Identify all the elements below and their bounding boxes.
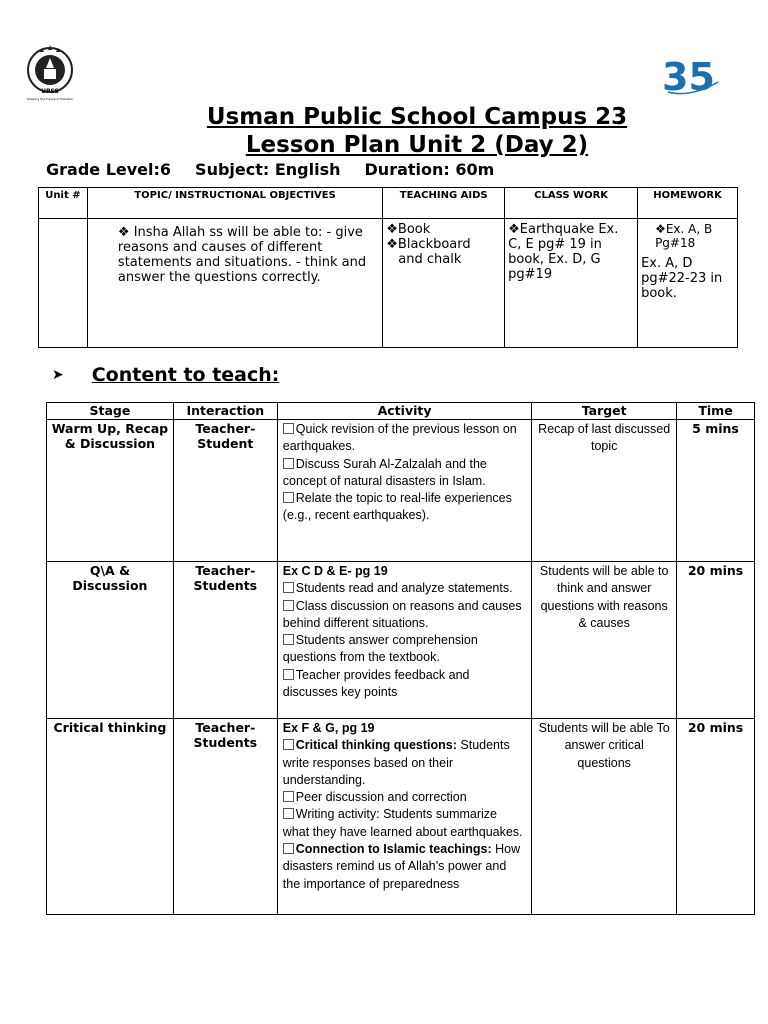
content-heading-text: Content to teach:	[91, 364, 280, 386]
content-header-row	[47, 403, 755, 420]
aid-item: ❖Blackboard	[386, 237, 471, 252]
target-cell: Recap of last discussed topic	[532, 420, 677, 562]
activity-cell	[277, 420, 532, 562]
objectives-cell: ❖ Insha Allah ss will be able to: - give reasons and causes of different statements and situations. - think and answer the questions correctly.	[87, 219, 382, 348]
activity-item: Critical thinking questions: Students write responses based on their understanding.	[282, 738, 510, 787]
header-stage: Stage	[47, 403, 174, 420]
grade-level: Grade Level:6	[46, 160, 172, 179]
time-cell: 20 mins	[677, 719, 755, 915]
stage-cell: Critical thinking	[47, 719, 174, 915]
content-table	[46, 402, 755, 915]
lesson-title: Lesson Plan Unit 2 (Day 2)	[245, 132, 589, 158]
header-activity: Activity	[277, 403, 532, 420]
header-teaching-aids: TEACHING AIDS	[383, 188, 505, 219]
activity-item: Class discussion on reasons and causes behind different situations.	[282, 598, 522, 630]
arrow-icon: ➤	[52, 367, 64, 383]
activity-item: Connection to Islamic teachings: How disasters remind us of Allah’s power and the importance of preparedness	[282, 842, 521, 891]
bullet-icon	[283, 634, 294, 645]
table-row	[47, 562, 755, 719]
header-objectives: TOPIC/ INSTRUCTIONAL OBJECTIVES	[87, 188, 382, 219]
objectives-table	[38, 187, 738, 348]
header-class-work: CLASS WORK	[505, 188, 638, 219]
class-work-text: ❖Earthquake Ex. C, E pg# 19 in book, Ex. D, G pg#19	[508, 222, 619, 282]
target-cell: Students will be able to think and answer questions with reasons & causes	[532, 562, 677, 719]
bullet-icon	[283, 808, 294, 819]
svg-text:UPSS: UPSS	[41, 88, 59, 95]
stage-cell: Q\A & Discussion	[47, 562, 174, 719]
activity-item: Writing activity: Students summarize what they have learned about earthquakes.	[282, 807, 523, 839]
aid-item: and chalk	[398, 252, 462, 267]
activity-title: Ex C D & E- pg 19	[282, 564, 388, 578]
bullet-icon	[283, 600, 294, 611]
bullet-icon	[283, 492, 294, 503]
bullet-icon	[283, 582, 294, 593]
activity-item: Teacher provides feedback and discusses key points	[282, 667, 470, 700]
stage-cell: Warm Up, Recap & Discussion	[47, 420, 174, 562]
bullet-icon	[283, 669, 294, 680]
table-row	[47, 420, 755, 562]
aid-item: ❖Book	[386, 222, 431, 237]
table-row	[47, 719, 755, 915]
bullet-icon	[283, 458, 294, 469]
time-cell: 20 mins	[677, 562, 755, 719]
interaction-cell: Teacher-Students	[173, 562, 277, 719]
bullet-icon	[283, 423, 294, 434]
class-work-cell	[505, 219, 638, 348]
school-title: Usman Public School Campus 23	[206, 104, 628, 130]
header-interaction: Interaction	[173, 403, 277, 420]
header-target: Target	[532, 403, 677, 420]
content-heading	[52, 364, 279, 386]
bullet-icon	[283, 739, 294, 750]
activity-item: Peer discussion and correction	[283, 789, 527, 806]
objectives-header-row	[39, 188, 738, 219]
activity-item: Quick revision of the previous lesson on earthquakes.	[282, 422, 517, 454]
subject: Subject: English	[195, 160, 341, 179]
homework-line2: Ex. A, D pg#22-23 in book.	[641, 256, 723, 301]
header-unit: Unit #	[39, 188, 88, 219]
school-logo	[24, 44, 76, 102]
activity-item: Students read and analyze statements.	[283, 580, 527, 597]
activity-cell	[277, 562, 532, 719]
activity-item: Discuss Surah Al-Zalzalah and the concept of natural disasters in Islam.	[282, 456, 487, 488]
lesson-info	[46, 160, 518, 179]
header-homework: HOMEWORK	[638, 188, 738, 219]
homework-cell	[638, 219, 738, 348]
unit-cell	[39, 219, 88, 348]
teaching-aids-cell	[383, 219, 505, 348]
interaction-cell: Teacher-Student	[173, 420, 277, 562]
activity-item: Relate the topic to real-life experiences (e.g., recent earthquakes).	[282, 491, 512, 523]
time-cell: 5 mins	[677, 420, 755, 562]
target-cell: Students will be able To answer critical questions	[532, 719, 677, 915]
svg-text:Shaping the Future of Pakistan: Shaping the Future of Pakistan	[27, 97, 73, 101]
activity-item: Students answer comprehension questions from the textbook.	[282, 633, 478, 665]
svg-text:35: 35	[662, 55, 715, 98]
activity-cell	[277, 719, 532, 915]
bullet-icon	[283, 791, 294, 802]
anniversary-logo	[660, 52, 722, 98]
header-time: Time	[677, 403, 755, 420]
interaction-cell: Teacher-Students	[173, 719, 277, 915]
bullet-icon	[283, 843, 294, 854]
duration: Duration: 60m	[364, 160, 495, 179]
objectives-row	[39, 219, 738, 348]
activity-title: Ex F & G, pg 19	[282, 721, 375, 735]
homework-line1: ❖Ex. A, B Pg#18	[655, 222, 713, 250]
